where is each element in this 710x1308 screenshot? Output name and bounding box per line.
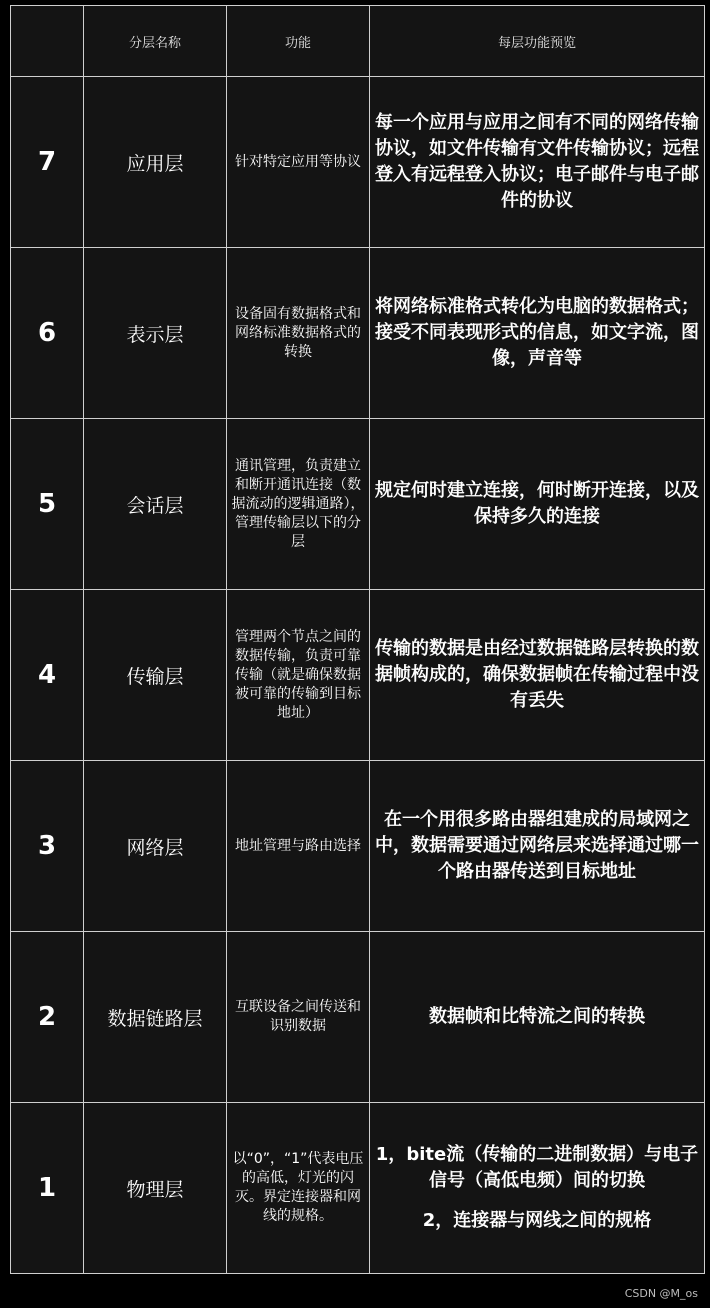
table-row — [11, 590, 705, 761]
layer-number: 1 — [11, 1103, 84, 1274]
table-row — [11, 761, 705, 932]
layer-number: 4 — [11, 590, 84, 761]
layer-number: 2 — [11, 932, 84, 1103]
layer-preview — [370, 419, 705, 590]
layer-name: 网络层 — [84, 761, 227, 932]
preview-text: 数据帧和比特流之间的转换 — [429, 1006, 645, 1027]
table-row — [11, 932, 705, 1103]
header-number — [11, 6, 84, 77]
header-function: 功能 — [227, 6, 370, 77]
layer-function: 针对特定应用等协议 — [227, 77, 370, 248]
layer-function: 以“0”，“1”代表电压的高低，灯光的闪灭。界定连接器和网线的规格。 — [227, 1103, 370, 1274]
layer-function: 通讯管理，负责建立和断开通讯连接（数据流动的逻辑通路），管理传输层以下的分层 — [227, 419, 370, 590]
table-row — [11, 419, 705, 590]
layer-number: 6 — [11, 248, 84, 419]
watermark: CSDN @M_os — [624, 1287, 698, 1300]
table-row — [11, 77, 705, 248]
table-row — [11, 1103, 705, 1274]
preview-text: 每一个应用与应用之间有不同的网络传输协议，如文件传输有文件传输协议；远程登入有远程登入协议；电子邮件与电子邮件的协议 — [375, 112, 699, 211]
layer-name: 会话层 — [84, 419, 227, 590]
layer-name: 物理层 — [84, 1103, 227, 1274]
layer-function: 地址管理与路由选择 — [227, 761, 370, 932]
header-layer-name: 分层名称 — [84, 6, 227, 77]
layer-number: 3 — [11, 761, 84, 932]
layer-preview — [370, 761, 705, 932]
layer-function: 设备固有数据格式和网络标准数据格式的转换 — [227, 248, 370, 419]
preview-text: 传输的数据是由经过数据链路层转换的数据帧构成的，确保数据帧在传输过程中没有丢失 — [375, 638, 699, 711]
layer-name: 应用层 — [84, 77, 227, 248]
layer-preview — [370, 932, 705, 1103]
layer-number: 5 — [11, 419, 84, 590]
layer-name: 传输层 — [84, 590, 227, 761]
layer-preview — [370, 77, 705, 248]
preview-text: 规定何时建立连接，何时断开连接，以及保持多久的连接 — [375, 480, 699, 527]
layer-preview — [370, 590, 705, 761]
preview-text: 将网络标准格式转化为电脑的数据格式；接受不同表现形式的信息，如文字流，图像，声音等 — [375, 296, 699, 369]
layer-name: 数据链路层 — [84, 932, 227, 1103]
header-row — [11, 6, 705, 77]
preview-text: 1，bite流（传输的二进制数据）与电子信号（高低电频）间的切换 — [375, 1144, 699, 1191]
layer-function: 互联设备之间传送和识别数据 — [227, 932, 370, 1103]
layer-number: 7 — [11, 77, 84, 248]
preview-text: 在一个用很多路由器组建成的局域网之中，数据需要通过网络层来选择通过哪一个路由器传送到目标地址 — [375, 809, 699, 882]
layer-function: 管理两个节点之间的数据传输，负责可靠传输（就是确保数据被可靠的传输到目标地址） — [227, 590, 370, 761]
preview-text: 2，连接器与网线之间的规格 — [422, 1210, 652, 1231]
header-preview: 每层功能预览 — [370, 6, 705, 77]
layer-name: 表示层 — [84, 248, 227, 419]
layer-preview — [370, 1103, 705, 1274]
table-row — [11, 248, 705, 419]
layer-preview — [370, 248, 705, 419]
osi-layers-table — [10, 5, 705, 1274]
